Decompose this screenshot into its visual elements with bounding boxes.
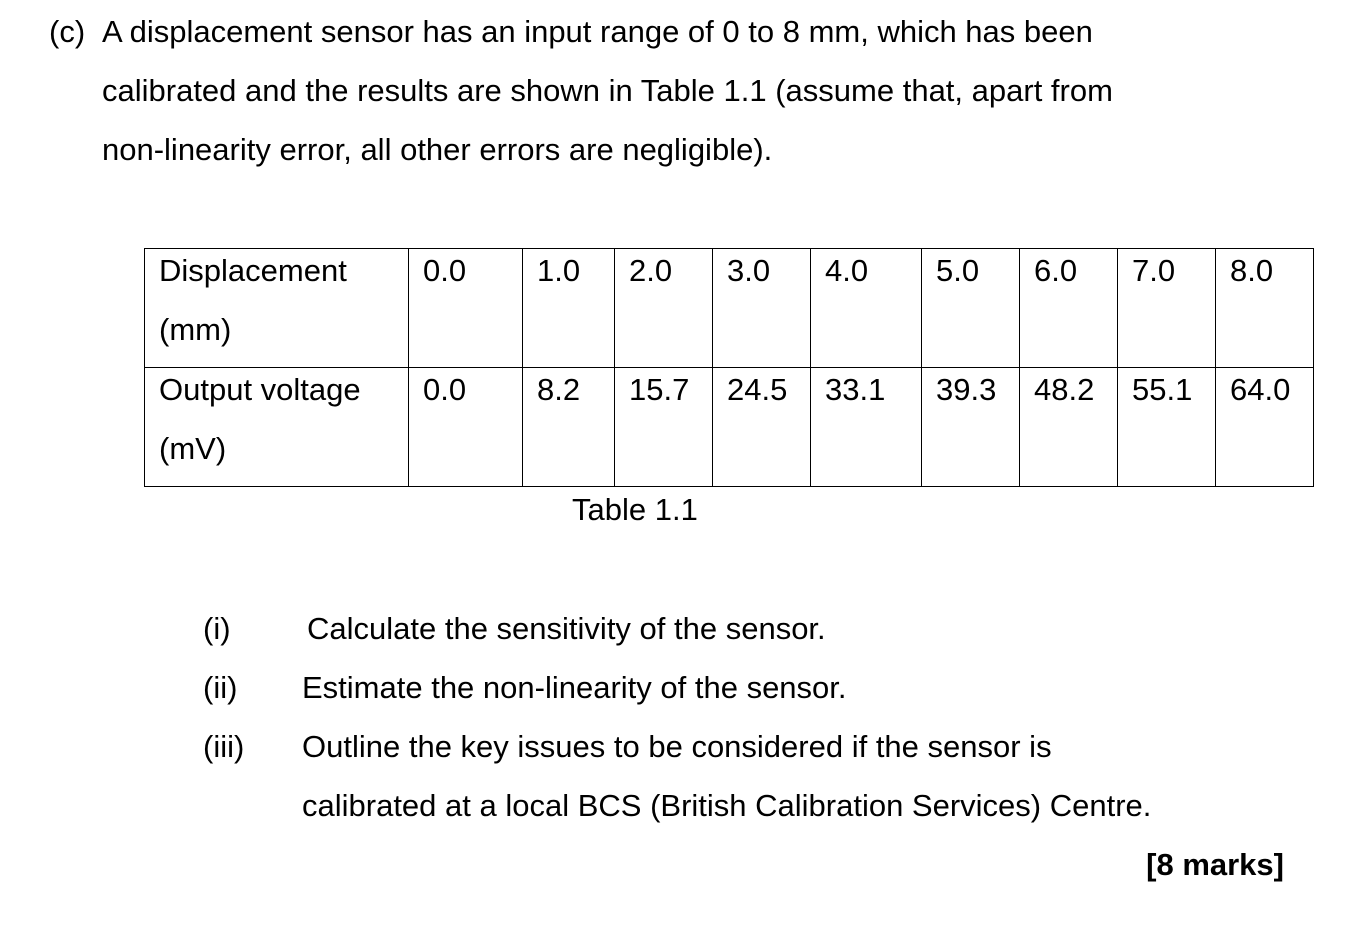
cell-value: 15.7	[629, 372, 690, 407]
table-cell	[409, 368, 523, 487]
subquestion-text: Outline the key issues to be considered if the sensor is	[302, 729, 1052, 764]
cell-value: 2.0	[629, 253, 673, 288]
cell-value: 33.1	[825, 372, 886, 407]
cell-value: 8.0	[1230, 253, 1274, 288]
table-cell	[1020, 368, 1118, 487]
cell-value: 48.2	[1034, 372, 1095, 407]
row-label-line-1: Displacement	[159, 253, 347, 288]
table-row-header	[145, 368, 409, 487]
table-row	[145, 249, 1314, 368]
cell-value: 1.0	[537, 253, 581, 288]
table-cell	[523, 368, 615, 487]
subquestion-text-continued: calibrated at a local BCS (British Calibration Services) Centre.	[302, 788, 1152, 823]
question-text-line-2: calibrated and the results are shown in Table 1.1 (assume that, apart from	[102, 73, 1113, 108]
question-label: (c)	[49, 14, 86, 49]
table-cell	[922, 368, 1020, 487]
table-cell	[409, 249, 523, 368]
cell-value: 4.0	[825, 253, 869, 288]
table-cell	[713, 249, 811, 368]
cell-value: 39.3	[936, 372, 997, 407]
cell-value: 5.0	[936, 253, 980, 288]
cell-value: 3.0	[727, 253, 771, 288]
subquestion-text: Calculate the sensitivity of the sensor.	[307, 611, 826, 646]
table-cell	[1216, 249, 1314, 368]
table-cell	[615, 368, 713, 487]
subquestion-number: (ii)	[203, 670, 238, 705]
table-cell	[523, 249, 615, 368]
table-cell	[1118, 249, 1216, 368]
subquestion-number: (iii)	[203, 729, 245, 764]
table-cell	[1118, 368, 1216, 487]
table-cell	[615, 249, 713, 368]
subquestion-number: (i)	[203, 611, 231, 646]
table-cell	[811, 368, 922, 487]
question-text-line-3: non-linearity error, all other errors are negligible).	[102, 132, 773, 167]
table-row	[145, 368, 1314, 487]
subquestion-text: Estimate the non-linearity of the sensor.	[302, 670, 847, 705]
cell-value: 0.0	[423, 253, 467, 288]
cell-value: 0.0	[423, 372, 467, 407]
question-text-line-1: A displacement sensor has an input range of 0 to 8 mm, which has been	[102, 14, 1093, 49]
table-caption: Table 1.1	[572, 492, 698, 527]
marks-label: [8 marks]	[1146, 847, 1284, 882]
cell-value: 7.0	[1132, 253, 1176, 288]
table-cell	[811, 249, 922, 368]
cell-value: 24.5	[727, 372, 788, 407]
table-cell	[922, 249, 1020, 368]
row-label-line-2: (mm)	[159, 312, 232, 347]
row-label-line-2: (mV)	[159, 431, 227, 466]
calibration-table	[144, 248, 1314, 487]
table-row-header	[145, 249, 409, 368]
table-cell	[713, 368, 811, 487]
table-cell	[1020, 249, 1118, 368]
cell-value: 6.0	[1034, 253, 1078, 288]
row-label-line-1: Output voltage	[159, 372, 361, 407]
cell-value: 8.2	[537, 372, 581, 407]
cell-value: 55.1	[1132, 372, 1193, 407]
table-cell	[1216, 368, 1314, 487]
cell-value: 64.0	[1230, 372, 1291, 407]
